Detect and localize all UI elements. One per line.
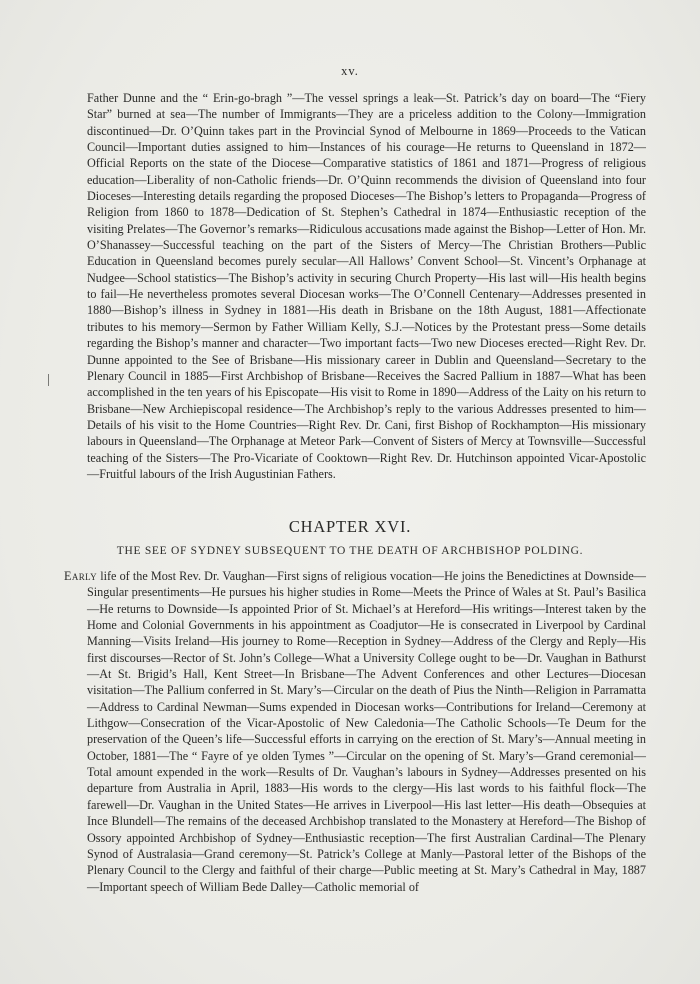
margin-mark — [48, 374, 49, 386]
lead-word: Early — [64, 569, 98, 583]
chapter-contents-paragraph — [64, 568, 646, 895]
page-number: xv. — [341, 64, 359, 78]
contents-text: life of the Most Rev. Dr. Vaughan—First signs of religious vocation—He joins the Benedictines at Downside—Singular presentiments—He pursues his higher studies in Rome—Meets the Prince of Wales at St. Paul’s Basilica—He returns to Downside—Is appointed Prior of St. Michael’s at Hereford—His writings—Interest taken by the Home and Colonial Governments in his appointment as Coadjutor—He is consecrated in Liverpool by Cardinal Manning—Visits Ireland—His journey to Rome—Reception in Sydney—Address of the Clergy and Reply—His first discourses—Rector of St. John’s College—What a University College ought to be—Dr. Vaughan in Bathurst—At St. Brigid’s Hall, Kent Street—In Brisbane—The Advent Conferences and other Lectures—Diocesan visitation—The Pallium conferred in St. Mary’s—Circular on the death of Pius the Ninth—Religion in Parramatta—Address to Cardinal Newman—Sums expended in Diocesan works—Contributions for Ireland—Ceremony at Lithgow—Consecration of the Vicar-Apostolic of New Caledonia—The Catholic Schools—Te Deum for the preservation of the Queen’s life—Successful efforts in carrying on the erection of St. Mary’s—Annual meeting in October, 1881—The “ Fayre of ye olden Tymes ”—Circular on the opening of St. Mary’s—Grand ceremonial—Total amount expended in the work—Results of Dr. Vaughan’s labours in Sydney—Addresses presented on his departure from Australia in April, 1883—His words to the clergy—His last words to his faithful flock—The farewell—Dr. Vaughan in the United States—He arrives in Liverpool—His last letter—His death—Obsequies at Ince Blundell—The remains of the deceased Archbishop translated to the Monastery at Hereford—The Bishop of Ossory appointed Archbishop of Sydney—Enthusiastic reception—The first Australian Cardinal—The Plenary Synod of Australasia—Grand ceremony—St. Patrick’s College at Manly—Pastoral letter of the Bishops of the Plenary Council to the Clergy and faithful of their charge—Public meeting at St. Mary’s Cathedral in May, 1887—Important speech of William Bede Dalley—Catholic memorial of — [87, 569, 646, 894]
chapter-subtitle: THE SEE OF SYDNEY SUBSEQUENT TO THE DEATH OF ARCHBISHOP POLDING. — [116, 545, 584, 557]
chapter-title: CHAPTER XVI. — [288, 517, 412, 536]
chapter-summary-paragraph: Father Dunne and the “ Erin-go-bragh ”—The vessel springs a leak—St. Patrick’s day on board—The “Fiery Star” burned at sea—The number of Immigrants—They are a priceless addition to the Colony—Immigration discontinued—Dr. O’Quinn takes part in the Provincial Synod of Melbourne in 1869—Proceeds to the Vatican Council—Important duties assigned to him—Instances of his courage—He returns to Queensland in 1872—Official Reports on the state of the Diocese—Comparative statistics of 1861 and 1871—Progress of religious education—Liberality of non-Catholic friends—Dr. O’Quinn recommends the division of Queensland into four Dioceses—Interesting details regarding the proposed Dioceses—The Bishop’s letters to Propaganda—Progress of Religion from 1860 to 1878—Dedication of St. Stephen’s Cathedral in 1874—Enthusiastic reception of the visiting Prelates—The Governor’s remarks—Ridiculous accusations made against the Bishop—Letter of Hon. Mr. O’Shanassey—Successful teaching on the part of the Sisters of Mercy—The Christian Brothers—Public Education in Queensland becomes purely secular—All Hallows’ Convent School—St. Vincent’s Orphanage at Nudgee—School statistics—The Bishop’s activity in securing Church Property—His last will—His health begins to fail—He nevertheless promotes several Diocesan works—The O’Connell Centenary—Addresses presented in 1880—Bishop’s illness in Sydney in 1881—His death in Brisbane on the 18th August, 1881—Affectionate tributes to his memory—Sermon by Father William Kelly, S.J.—Notices by the Protestant press—Some details regarding the Bishop’s manner and character—Two important facts—Two new Dioceses erected—Right Rev. Dr. Dunne appointed to the See of Brisbane—His missionary career in Dublin and Queensland—Secretary to the Plenary Council in 1885—First Archbishop of Brisbane—Receives the Sacred Pallium in 1887—What has been accomplished in the ten years of his Episcopate—His visit to Rome in 1890—Address of the Laity on his return to Brisbane—New Archiepiscopal residence—The Archbishop’s reply to the various Addresses presented to him—Details of his visit to the Home Countries—Right Rev. Dr. Cani, first Bishop of Rockhampton—His missionary labours in Queensland—The Orphanage at Meteor Park—Convent of Sisters of Mercy at Townsville—Successful teaching of the Sisters—The Pro-Vicariate of Cooktown—Right Rev. Dr. Hutchinson appointed Vicar-Apostolic—Fruitful labours of the Irish Augustinian Fathers. — [87, 91, 646, 481]
